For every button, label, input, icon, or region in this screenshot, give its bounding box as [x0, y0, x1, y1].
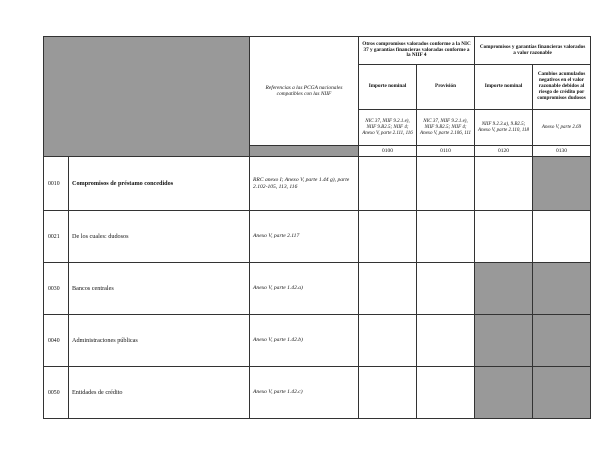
col-0120-ref: NIIF 9.2.3.a), 9.B2.5; Anexo V, parte 2.110, 118 — [475, 110, 533, 146]
row-label: Compromisos de préstamo concedidos — [69, 157, 250, 211]
cell-0010-0120[interactable] — [475, 157, 533, 211]
group2-header: Compromisos y garantías financieras valorados a valor razonable — [475, 37, 591, 65]
row-code: 0040 — [44, 315, 69, 367]
cell-0040-0130 — [533, 315, 591, 367]
col-code-0100: 0100 — [359, 146, 417, 157]
col-code-0120: 0120 — [475, 146, 533, 157]
cell-0010-0100[interactable] — [359, 157, 417, 211]
row-code: 0010 — [44, 157, 69, 211]
cell-0021-0100[interactable] — [359, 211, 417, 263]
row-label: De los cuales: dudosos — [69, 211, 250, 263]
row-code: 0030 — [44, 263, 69, 315]
cell-0021-0110[interactable] — [417, 211, 475, 263]
col-0100-header: Importe nominal — [359, 65, 417, 110]
cell-0030-0110[interactable] — [417, 263, 475, 315]
table-row — [44, 367, 591, 419]
row-ref: Anexo V, parte 1.42.c) — [250, 367, 359, 419]
row-label: Bancos centrales — [69, 263, 250, 315]
col-0110-ref: NIC 37, NIIF 9.2.1.e), NIIF 9.B2.5; NIIF 4; Anexo V, parte 2.106, 111 — [417, 110, 475, 146]
row-ref: RRC anexo I; Anexo V, parte 1.44 g), parte 2.102-105, 113, 116 — [250, 157, 359, 211]
col-code-0130: 0130 — [533, 146, 591, 157]
col-code-0110: 0110 — [417, 146, 475, 157]
table-row — [44, 315, 591, 367]
col-0130-header: Cambios acumulados negativos en el valor razonable debidos al riesgo de crédito por compromisos dudosos — [533, 65, 591, 110]
cell-0030-0120 — [475, 263, 533, 315]
col-0120-header: Importe nominal — [475, 65, 533, 110]
row-code: 0021 — [44, 211, 69, 263]
cell-0050-0110[interactable] — [417, 367, 475, 419]
cell-0050-0120 — [475, 367, 533, 419]
table-row — [44, 157, 591, 211]
cell-0040-0120 — [475, 315, 533, 367]
cell-0010-0130 — [533, 157, 591, 211]
cell-0050-0100[interactable] — [359, 367, 417, 419]
cell-0030-0130 — [533, 263, 591, 315]
col-0100-ref: NIC 37, NIIF 9.2.1.e), NIIF 9.B2.5; NIIF 4; Anexo V, parte 2.111, 116 — [359, 110, 417, 146]
cell-0010-0110[interactable] — [417, 157, 475, 211]
row-label: Entidades de crédito — [69, 367, 250, 419]
col-0110-header: Provisión — [417, 65, 475, 110]
row-label: Administraciones públicas — [69, 315, 250, 367]
group1-header: Otros compromisos valorados conforme a la NIC 37 y garantías financieras valoradas conforme a la NIIF 4 — [359, 37, 475, 65]
col-0130-ref: Anexo V, parte 2.69 — [533, 110, 591, 146]
table-row — [44, 263, 591, 315]
row-ref: Anexo V, parte 2.117 — [250, 211, 359, 263]
table-row — [44, 211, 591, 263]
data-table — [43, 36, 591, 419]
cell-0030-0100[interactable] — [359, 263, 417, 315]
cell-0040-0110[interactable] — [417, 315, 475, 367]
references-header: Referencias a las PCGA nacionales compatibles con las NIIF — [250, 37, 359, 146]
cell-0021-0120[interactable] — [475, 211, 533, 263]
cell-0021-0130[interactable] — [533, 211, 591, 263]
cell-0050-0130 — [533, 367, 591, 419]
header-blank-cell — [44, 37, 250, 157]
row-ref: Anexo V, parte 1.42.b) — [250, 315, 359, 367]
row-code: 0050 — [44, 367, 69, 419]
row-ref: Anexo V, parte 1.42.a) — [250, 263, 359, 315]
ref-code-blank — [250, 146, 359, 157]
cell-0040-0100[interactable] — [359, 315, 417, 367]
